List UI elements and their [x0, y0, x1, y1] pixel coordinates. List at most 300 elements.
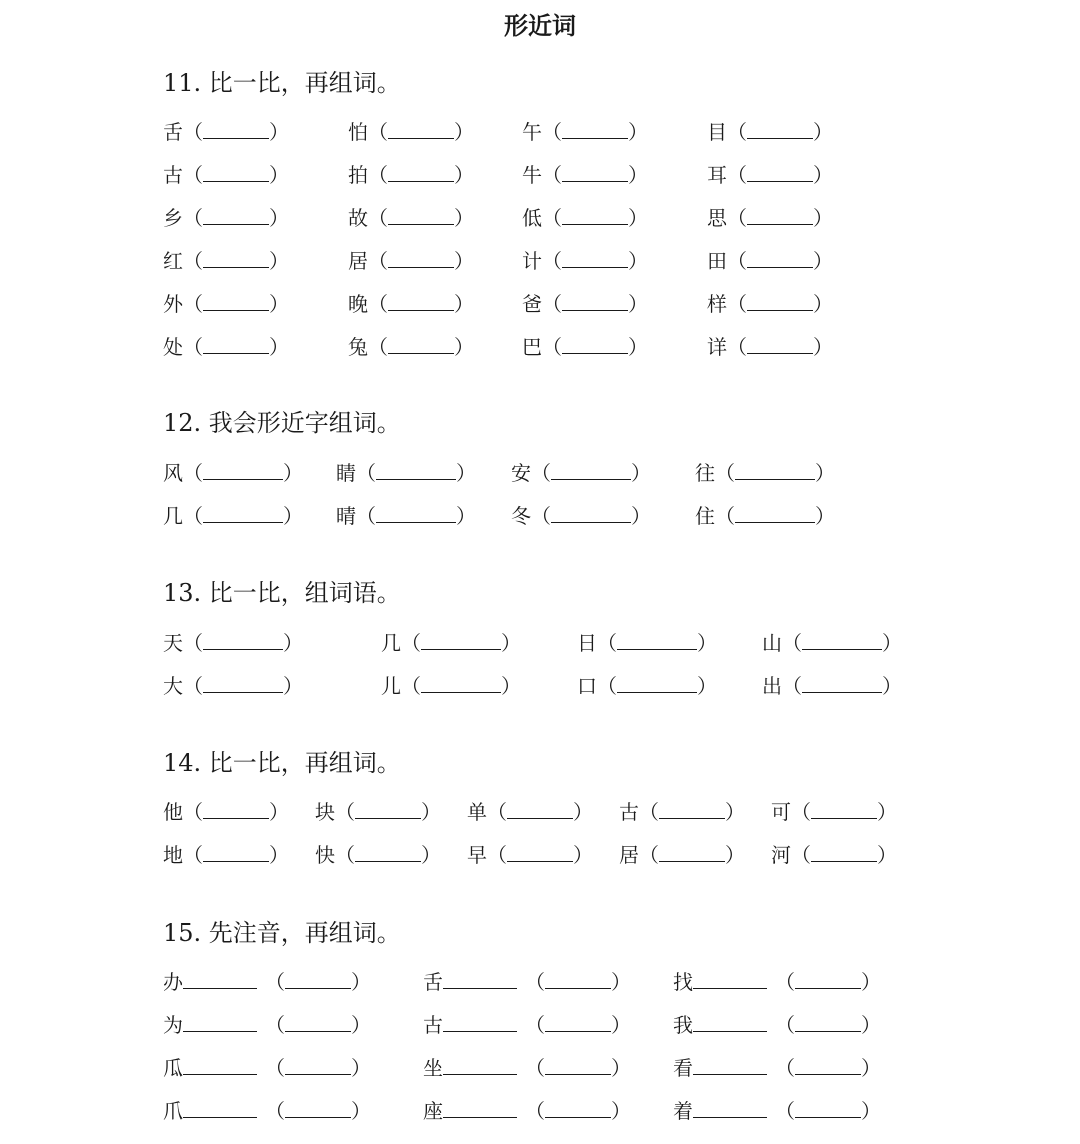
q13-item: [381, 672, 521, 700]
q11-item: [348, 290, 474, 318]
answer-blank[interactable]: [203, 461, 283, 480]
answer-blank[interactable]: [562, 206, 628, 225]
paren-close: ）: [628, 335, 648, 359]
paren-close: ）: [283, 504, 303, 528]
paren-open: （: [727, 249, 747, 273]
paren-open: （: [183, 163, 203, 187]
q12-item: [163, 459, 303, 487]
character: 安: [511, 461, 531, 485]
character: 口: [577, 674, 597, 698]
paren-close: ）: [813, 206, 833, 230]
paren-open: （: [542, 335, 562, 359]
q11-item: [348, 118, 474, 146]
paren-close: ）: [611, 1056, 631, 1080]
answer-blank[interactable]: [551, 461, 631, 480]
answer-blank[interactable]: [545, 1056, 611, 1075]
paren-open: （: [183, 843, 203, 867]
paren-close: ）: [269, 800, 289, 824]
answer-blank[interactable]: [747, 120, 813, 139]
paren-close: ）: [351, 1056, 371, 1080]
q11-title: 11. 比一比，再组词。: [163, 69, 401, 97]
answer-blank[interactable]: [747, 206, 813, 225]
paren-open: （: [183, 461, 203, 485]
character: 外: [163, 292, 183, 316]
paren-close: ）: [861, 970, 881, 994]
paren-open: （: [782, 631, 802, 655]
character: 办: [163, 970, 183, 994]
paren-close: ）: [611, 1013, 631, 1037]
answer-blank[interactable]: [507, 843, 573, 862]
answer-blank[interactable]: [562, 163, 628, 182]
answer-blank[interactable]: [203, 843, 269, 862]
paren-close: ）: [501, 631, 521, 655]
paren-open: （: [183, 206, 203, 230]
character: 住: [695, 504, 715, 528]
paren-open: （: [542, 163, 562, 187]
paren-close: ）: [351, 970, 371, 994]
answer-blank[interactable]: [203, 631, 283, 650]
paren-close: ）: [628, 249, 648, 273]
pinyin-blank[interactable]: [443, 1099, 517, 1118]
paren-open: （: [356, 461, 376, 485]
answer-blank[interactable]: [285, 970, 351, 989]
pinyin-blank[interactable]: [443, 970, 517, 989]
paren-open: （: [775, 1013, 795, 1037]
q15-item: [673, 1097, 881, 1125]
answer-blank[interactable]: [795, 1099, 861, 1118]
paren-open: （: [265, 970, 285, 994]
character: 耳: [707, 163, 727, 187]
paren-close: ）: [283, 461, 303, 485]
character: 低: [522, 206, 542, 230]
q14-item: [163, 841, 289, 869]
answer-blank[interactable]: [285, 1099, 351, 1118]
pinyin-blank[interactable]: [183, 1013, 257, 1032]
character: 我: [673, 1013, 693, 1037]
answer-blank[interactable]: [376, 461, 456, 480]
paren-close: ）: [269, 206, 289, 230]
character: 兔: [348, 335, 368, 359]
character: 冬: [511, 504, 531, 528]
paren-close: ）: [573, 800, 593, 824]
q13-item: [163, 672, 303, 700]
answer-blank[interactable]: [203, 120, 269, 139]
paren-open: （: [639, 843, 659, 867]
paren-open: （: [525, 1056, 545, 1080]
character: 居: [619, 843, 639, 867]
character: 思: [707, 206, 727, 230]
paren-open: （: [265, 1099, 285, 1123]
paren-open: （: [715, 504, 735, 528]
page-title: 形近词: [504, 11, 576, 40]
paren-close: ）: [813, 120, 833, 144]
answer-blank[interactable]: [388, 335, 454, 354]
paren-close: ）: [351, 1013, 371, 1037]
answer-blank[interactable]: [802, 674, 882, 693]
answer-blank[interactable]: [811, 800, 877, 819]
answer-blank[interactable]: [203, 292, 269, 311]
paren-close: ）: [501, 674, 521, 698]
paren-open: （: [542, 120, 562, 144]
pinyin-blank[interactable]: [183, 970, 257, 989]
character: 牛: [522, 163, 542, 187]
paren-open: （: [265, 1013, 285, 1037]
answer-blank[interactable]: [617, 631, 697, 650]
character: 舌: [163, 120, 183, 144]
paren-close: ）: [421, 843, 441, 867]
q15-item: [673, 1054, 881, 1082]
answer-blank[interactable]: [355, 843, 421, 862]
q15-item: [163, 1011, 371, 1039]
pinyin-blank[interactable]: [183, 1099, 257, 1118]
paren-close: ）: [611, 1099, 631, 1123]
character: 几: [381, 631, 401, 655]
paren-open: （: [335, 843, 355, 867]
paren-open: （: [368, 206, 388, 230]
paren-close: ）: [628, 292, 648, 316]
paren-close: ）: [882, 674, 902, 698]
answer-blank[interactable]: [795, 970, 861, 989]
paren-open: （: [335, 800, 355, 824]
q13-title: 13. 比一比，组词语。: [163, 579, 401, 607]
paren-close: ）: [454, 163, 474, 187]
answer-blank[interactable]: [747, 249, 813, 268]
paren-open: （: [265, 1056, 285, 1080]
character: 处: [163, 335, 183, 359]
q13-item: [163, 629, 303, 657]
q14-item: [315, 841, 441, 869]
pinyin-blank[interactable]: [443, 1056, 517, 1075]
q11-item: [163, 333, 289, 361]
answer-blank[interactable]: [203, 674, 283, 693]
paren-close: ）: [269, 335, 289, 359]
answer-blank[interactable]: [388, 206, 454, 225]
answer-blank[interactable]: [562, 335, 628, 354]
character: 往: [695, 461, 715, 485]
q14-item: [771, 841, 897, 869]
pinyin-blank[interactable]: [693, 1099, 767, 1118]
paren-open: （: [727, 206, 747, 230]
q15-item: [163, 1097, 371, 1125]
q11-item: [163, 247, 289, 275]
paren-close: ）: [351, 1099, 371, 1123]
answer-blank[interactable]: [795, 1056, 861, 1075]
character: 找: [673, 970, 693, 994]
paren-open: （: [597, 631, 617, 655]
q13-item: [577, 629, 717, 657]
q11-item: [163, 290, 289, 318]
paren-close: ）: [611, 970, 631, 994]
paren-open: （: [525, 970, 545, 994]
character: 古: [163, 163, 183, 187]
pinyin-blank[interactable]: [183, 1056, 257, 1075]
paren-open: （: [525, 1099, 545, 1123]
paren-open: （: [368, 163, 388, 187]
character: 计: [522, 249, 542, 273]
pinyin-blank[interactable]: [693, 970, 767, 989]
q14-item: [315, 798, 441, 826]
character: 坐: [423, 1056, 443, 1080]
q14-title: 14. 比一比，再组词。: [163, 749, 401, 777]
answer-blank[interactable]: [203, 335, 269, 354]
answer-blank[interactable]: [285, 1056, 351, 1075]
paren-open: （: [531, 461, 551, 485]
answer-blank[interactable]: [802, 631, 882, 650]
q14-item: [619, 798, 745, 826]
paren-open: （: [791, 843, 811, 867]
paren-open: （: [401, 631, 421, 655]
q11-item: [522, 204, 648, 232]
q11-item: [348, 204, 474, 232]
paren-open: （: [775, 1056, 795, 1080]
answer-blank[interactable]: [659, 800, 725, 819]
paren-close: ）: [454, 292, 474, 316]
answer-blank[interactable]: [562, 120, 628, 139]
paren-open: （: [401, 674, 421, 698]
paren-close: ）: [861, 1099, 881, 1123]
paren-open: （: [542, 249, 562, 273]
answer-blank[interactable]: [388, 292, 454, 311]
answer-blank[interactable]: [421, 674, 501, 693]
q11-item: [348, 247, 474, 275]
answer-blank[interactable]: [203, 163, 269, 182]
q11-item: [707, 333, 833, 361]
answer-blank[interactable]: [203, 800, 269, 819]
answer-blank[interactable]: [562, 292, 628, 311]
paren-close: ）: [813, 335, 833, 359]
character: 拍: [348, 163, 368, 187]
paren-open: （: [531, 504, 551, 528]
q12-title: 12. 我会形近字组词。: [163, 409, 401, 437]
paren-close: ）: [882, 631, 902, 655]
answer-blank[interactable]: [203, 504, 283, 523]
q12-item: [695, 459, 835, 487]
paren-close: ）: [573, 843, 593, 867]
character: 睛: [336, 461, 356, 485]
pinyin-blank[interactable]: [693, 1013, 767, 1032]
character: 瓜: [163, 1056, 183, 1080]
paren-close: ）: [283, 674, 303, 698]
character: 座: [423, 1099, 443, 1123]
q11-item: [522, 247, 648, 275]
paren-close: ）: [269, 292, 289, 316]
character: 块: [315, 800, 335, 824]
character: 早: [467, 843, 487, 867]
character: 着: [673, 1099, 693, 1123]
character: 爸: [522, 292, 542, 316]
q11-item: [348, 161, 474, 189]
answer-blank[interactable]: [355, 800, 421, 819]
paren-close: ）: [454, 335, 474, 359]
answer-blank[interactable]: [285, 1013, 351, 1032]
paren-close: ）: [877, 800, 897, 824]
answer-blank[interactable]: [562, 249, 628, 268]
character: 舌: [423, 970, 443, 994]
q12-item: [163, 502, 303, 530]
paren-open: （: [368, 335, 388, 359]
paren-close: ）: [421, 800, 441, 824]
paren-open: （: [183, 335, 203, 359]
paren-open: （: [183, 504, 203, 528]
character: 晴: [336, 504, 356, 528]
character: 山: [762, 631, 782, 655]
paren-open: （: [183, 292, 203, 316]
q11-item: [707, 290, 833, 318]
paren-open: （: [368, 292, 388, 316]
character: 单: [467, 800, 487, 824]
character: 儿: [381, 674, 401, 698]
answer-blank[interactable]: [545, 1013, 611, 1032]
paren-open: （: [183, 631, 203, 655]
paren-close: ）: [628, 163, 648, 187]
answer-blank[interactable]: [203, 249, 269, 268]
paren-open: （: [542, 206, 562, 230]
character: 详: [707, 335, 727, 359]
answer-blank[interactable]: [203, 206, 269, 225]
q15-title: 15. 先注音，再组词。: [163, 919, 401, 947]
answer-blank[interactable]: [747, 163, 813, 182]
paren-close: ）: [456, 461, 476, 485]
character: 他: [163, 800, 183, 824]
answer-blank[interactable]: [421, 631, 501, 650]
paren-open: （: [727, 335, 747, 359]
answer-blank[interactable]: [747, 292, 813, 311]
answer-blank[interactable]: [388, 163, 454, 182]
character: 故: [348, 206, 368, 230]
character: 怕: [348, 120, 368, 144]
q11-item: [707, 161, 833, 189]
q12-item: [511, 502, 651, 530]
q11-item: [163, 204, 289, 232]
paren-close: ）: [454, 249, 474, 273]
character: 大: [163, 674, 183, 698]
q12-item: [336, 459, 476, 487]
paren-close: ）: [725, 800, 745, 824]
paren-close: ）: [454, 120, 474, 144]
paren-close: ）: [628, 120, 648, 144]
paren-open: （: [727, 292, 747, 316]
q12-item: [511, 459, 651, 487]
paren-close: ）: [697, 674, 717, 698]
paren-close: ）: [861, 1013, 881, 1037]
paren-close: ）: [456, 504, 476, 528]
q15-item: [423, 1097, 631, 1125]
character: 午: [522, 120, 542, 144]
paren-close: ）: [813, 292, 833, 316]
q13-item: [577, 672, 717, 700]
pinyin-blank[interactable]: [443, 1013, 517, 1032]
pinyin-blank[interactable]: [693, 1056, 767, 1075]
character: 目: [707, 120, 727, 144]
paren-close: ）: [283, 631, 303, 655]
paren-close: ）: [269, 163, 289, 187]
answer-blank[interactable]: [376, 504, 456, 523]
q15-item: [423, 1054, 631, 1082]
answer-blank[interactable]: [617, 674, 697, 693]
character: 地: [163, 843, 183, 867]
answer-blank[interactable]: [545, 970, 611, 989]
character: 可: [771, 800, 791, 824]
answer-blank[interactable]: [735, 504, 815, 523]
q14-item: [467, 798, 593, 826]
character: 天: [163, 631, 183, 655]
q15-item: [673, 1011, 881, 1039]
q11-item: [707, 247, 833, 275]
q11-item: [163, 118, 289, 146]
answer-blank[interactable]: [507, 800, 573, 819]
q11-item: [522, 118, 648, 146]
character: 乡: [163, 206, 183, 230]
paren-open: （: [775, 970, 795, 994]
q11-item: [163, 161, 289, 189]
answer-blank[interactable]: [551, 504, 631, 523]
answer-blank[interactable]: [388, 249, 454, 268]
q14-item: [467, 841, 593, 869]
q11-item: [707, 118, 833, 146]
q13-item: [381, 629, 521, 657]
q14-item: [163, 798, 289, 826]
paren-open: （: [368, 120, 388, 144]
q11-item: [707, 204, 833, 232]
paren-open: （: [183, 800, 203, 824]
paren-close: ）: [631, 504, 651, 528]
paren-close: ）: [454, 206, 474, 230]
paren-close: ）: [725, 843, 745, 867]
q14-item: [771, 798, 897, 826]
answer-blank[interactable]: [795, 1013, 861, 1032]
paren-open: （: [183, 249, 203, 273]
paren-close: ）: [815, 504, 835, 528]
character: 古: [423, 1013, 443, 1037]
q15-item: [423, 1011, 631, 1039]
q15-item: [673, 968, 881, 996]
answer-blank[interactable]: [659, 843, 725, 862]
paren-close: ）: [815, 461, 835, 485]
character: 出: [762, 674, 782, 698]
q15-item: [163, 968, 371, 996]
q12-item: [695, 502, 835, 530]
q15-item: [163, 1054, 371, 1082]
paren-open: （: [639, 800, 659, 824]
paren-close: ）: [631, 461, 651, 485]
character: 古: [619, 800, 639, 824]
q13-item: [762, 629, 902, 657]
paren-close: ）: [269, 249, 289, 273]
paren-close: ）: [628, 206, 648, 230]
paren-open: （: [715, 461, 735, 485]
answer-blank[interactable]: [735, 461, 815, 480]
paren-close: ）: [877, 843, 897, 867]
answer-blank[interactable]: [545, 1099, 611, 1118]
paren-open: （: [542, 292, 562, 316]
q11-item: [348, 333, 474, 361]
paren-open: （: [356, 504, 376, 528]
character: 河: [771, 843, 791, 867]
answer-blank[interactable]: [388, 120, 454, 139]
paren-open: （: [791, 800, 811, 824]
answer-blank[interactable]: [811, 843, 877, 862]
character: 样: [707, 292, 727, 316]
paren-close: ）: [861, 1056, 881, 1080]
paren-open: （: [727, 120, 747, 144]
paren-open: （: [487, 800, 507, 824]
q11-item: [522, 333, 648, 361]
character: 红: [163, 249, 183, 273]
character: 日: [577, 631, 597, 655]
character: 看: [673, 1056, 693, 1080]
paren-open: （: [775, 1099, 795, 1123]
answer-blank[interactable]: [747, 335, 813, 354]
